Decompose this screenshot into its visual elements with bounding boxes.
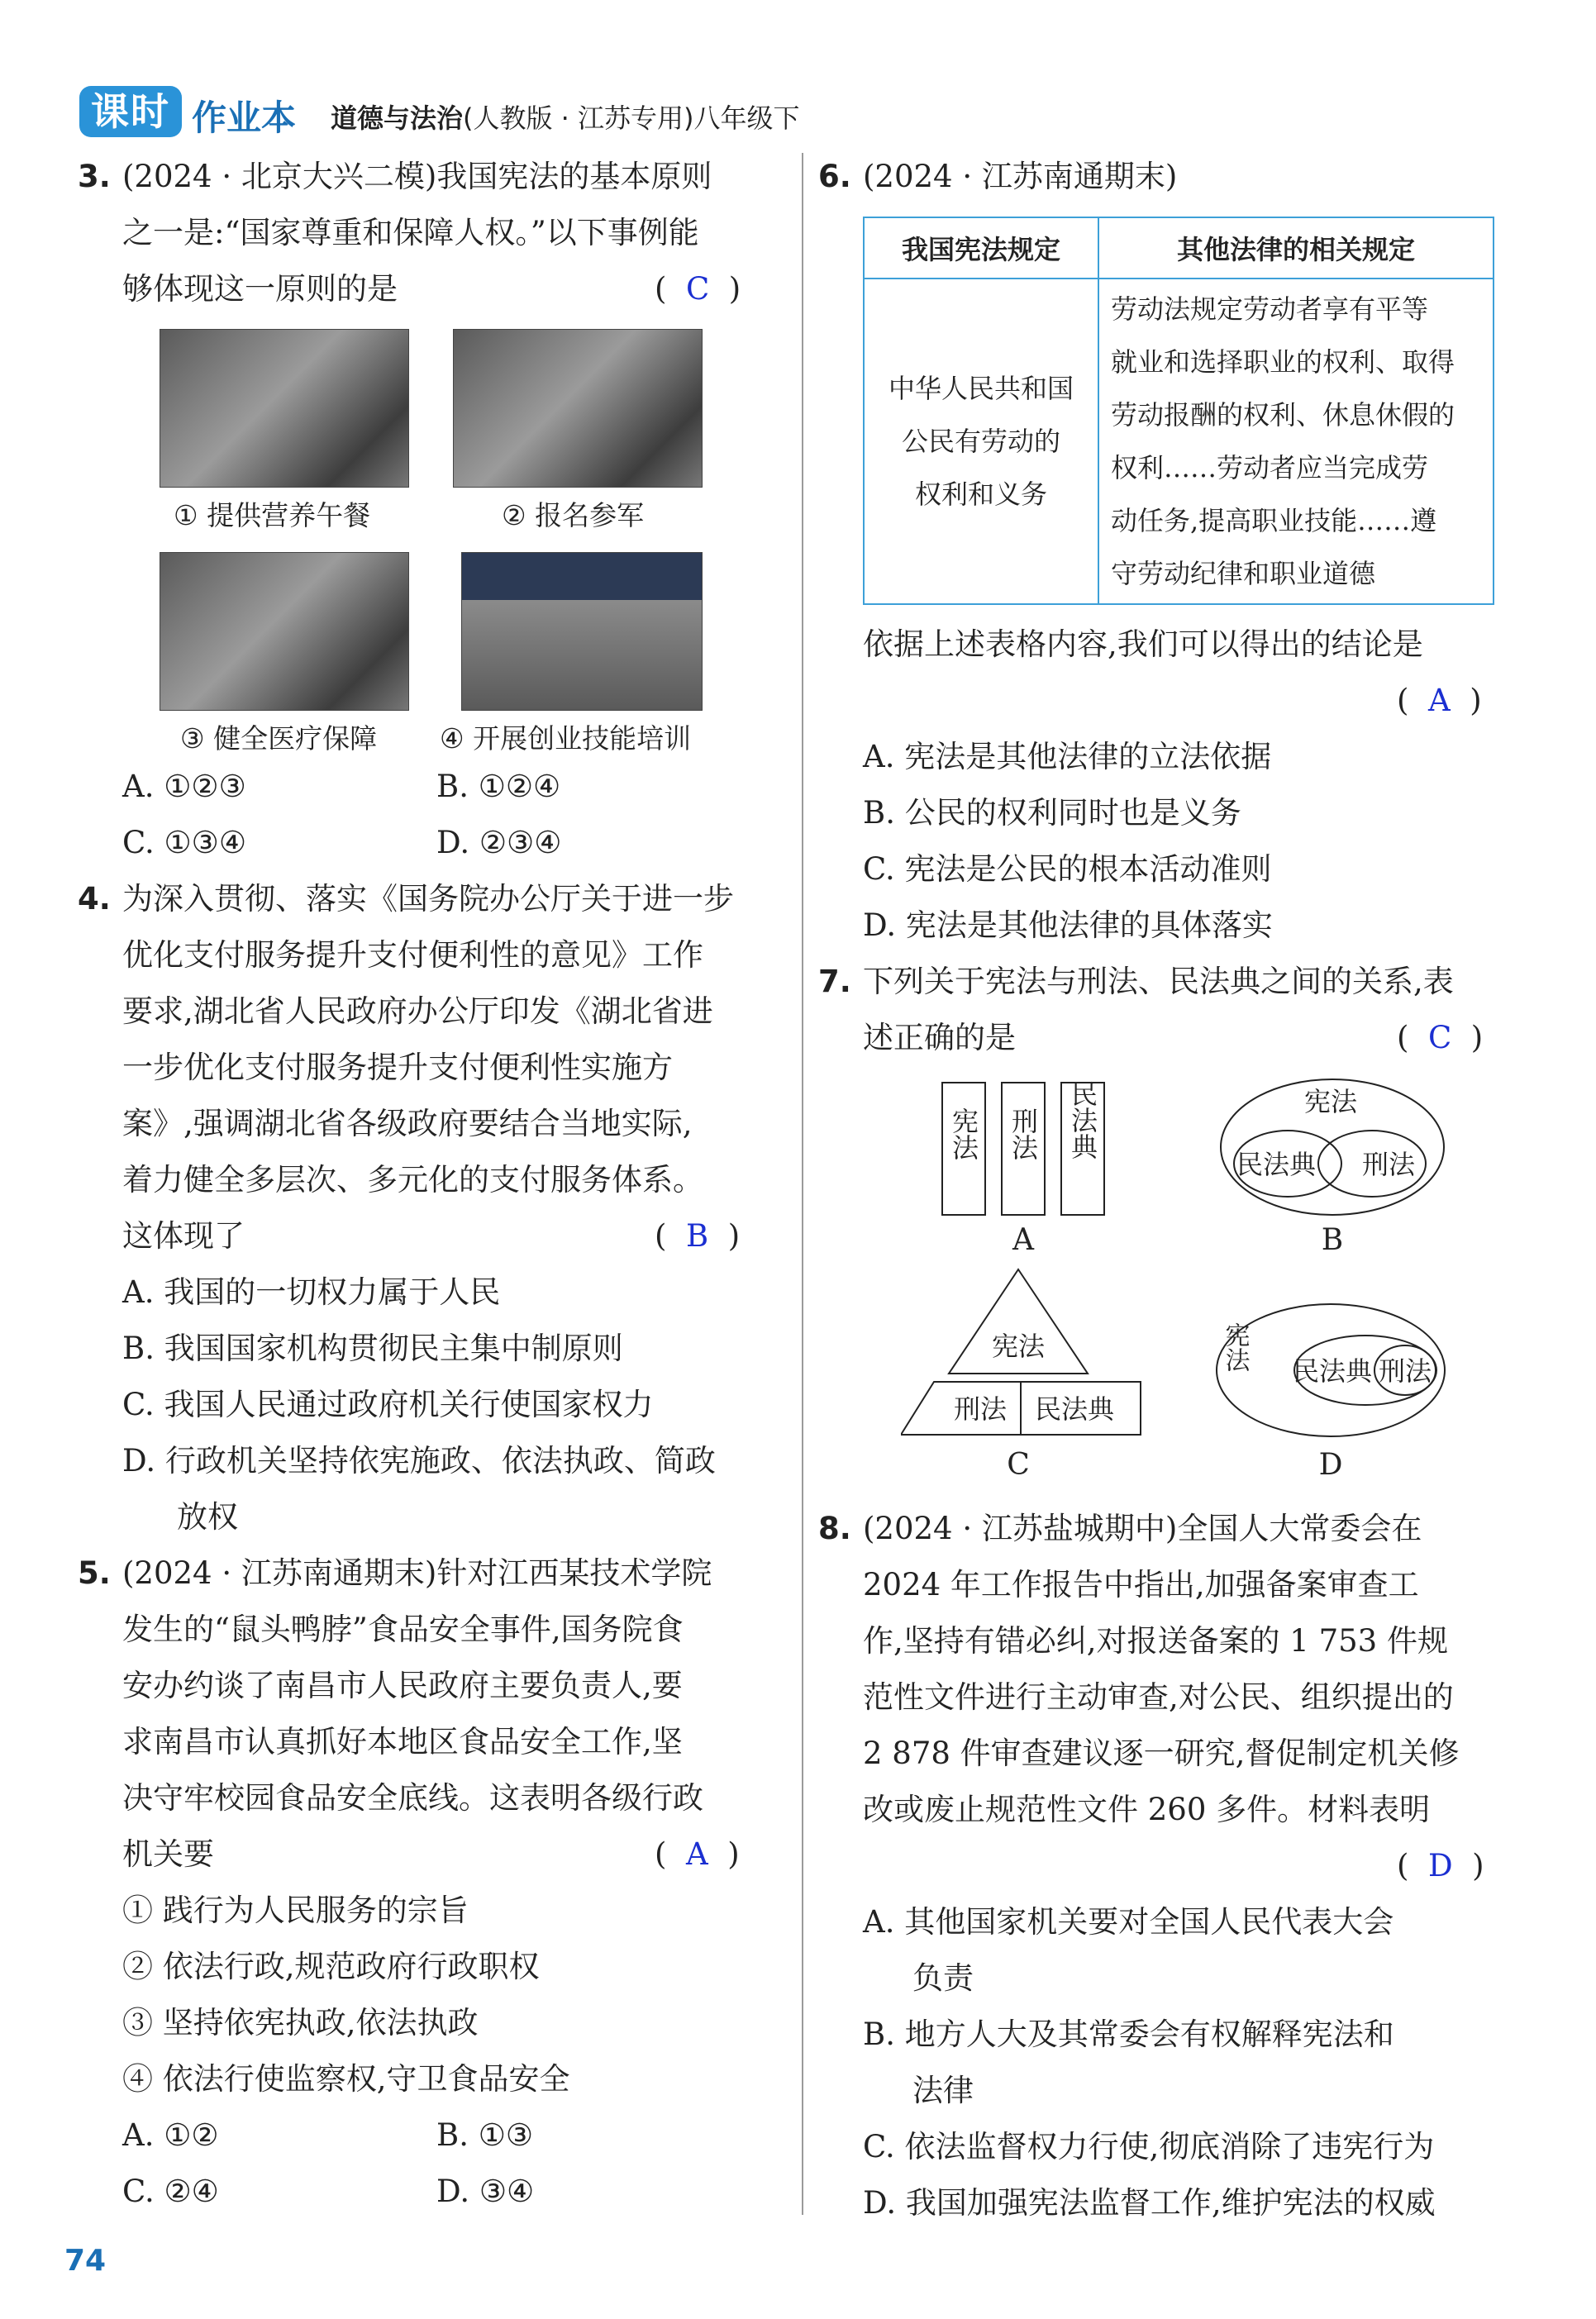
- q6-cell2-line5: 动任务,提高职业技能……遵: [1111, 505, 1437, 536]
- q6-source: (2024 · 江苏南通期末): [863, 159, 1178, 194]
- q6-table-header-row: [864, 217, 1494, 279]
- q4-answer-bracket: ( B ): [655, 1218, 741, 1254]
- q6-table-body-row: [864, 279, 1494, 604]
- q4-line-1: 为深入贯彻、落实《国务院办公厅关于进一步: [122, 881, 734, 917]
- q8-number: 8.: [818, 1511, 851, 1546]
- q6-number: 6.: [818, 159, 851, 194]
- q3-answer-bracket: ( C ): [655, 271, 741, 307]
- q6-table-header-1: 我国宪法规定: [864, 217, 1098, 279]
- diagram-b-text-constitution: 宪法: [1303, 1086, 1358, 1117]
- q4-option-b: B. 我国国家机构贯彻民主集中制原则: [122, 1331, 623, 1366]
- q3-option-b: B. ①②④: [436, 769, 561, 804]
- q6-cell2-line2: 就业和选择职业的权利、取得: [1111, 346, 1455, 378]
- q3-stem-line1: (2024 · 北京大兴二模)我国宪法的基本原则: [122, 159, 712, 194]
- q4-line-5: 案》,强调湖北省各级政府要结合当地实际,: [122, 1106, 693, 1141]
- diagram-c-text-civil: 民法典: [1034, 1393, 1115, 1425]
- q3-option-a: A. ①②③: [122, 769, 246, 804]
- q3-number: 3.: [78, 159, 111, 194]
- q7-stem-line2: 述正确的是: [863, 1020, 1016, 1055]
- series-logo: 课时: [79, 86, 182, 137]
- q8-answer-bracket: ( D ): [1397, 1848, 1484, 1883]
- column-divider: [802, 153, 803, 2215]
- q7-answer-bracket: ( C ): [1397, 1020, 1484, 1055]
- q3-caption-3: ③ 健全医疗保障: [180, 722, 378, 755]
- q3-caption-4: ④ 开展创业技能培训: [440, 722, 692, 755]
- q5-answer: A: [685, 1836, 708, 1872]
- q5-line-3: 安办约谈了南昌市人民政府主要负责人,要: [122, 1668, 683, 1703]
- diagram-label-d: D: [1318, 1448, 1343, 1482]
- series-title: 作业本: [192, 98, 297, 138]
- q6-cell1-line1: 中华人民共和国: [888, 373, 1074, 404]
- q6-cell2-line6: 守劳动纪律和职业道德: [1111, 558, 1376, 589]
- q8-line-4: 范性文件进行主动审查,对公民、组织提出的: [863, 1679, 1454, 1715]
- q4-number: 4.: [78, 881, 111, 917]
- q3-option-c: C. ①③④: [122, 825, 247, 860]
- photo-entrepreneurship-training: [461, 552, 703, 711]
- q5-answer-bracket: ( A ): [655, 1836, 740, 1872]
- q5-option-a: A. ①②: [122, 2117, 219, 2153]
- q4-option-a: A. 我国的一切权力属于人民: [122, 1274, 501, 1310]
- q5-item-4: ④ 依法行使监察权,守卫食品安全: [122, 2061, 570, 2097]
- q8-option-b-cont: 法律: [912, 2073, 974, 2108]
- q5-line-1: (2024 · 江苏南通期末)针对江西某技术学院: [122, 1555, 712, 1591]
- q7-answer: C: [1427, 1020, 1452, 1055]
- q4-option-d: D. 行政机关坚持依宪施政、依法执政、简政: [122, 1443, 716, 1479]
- q8-line-1: (2024 · 江苏盐城期中)全国人大常委会在: [863, 1511, 1422, 1546]
- q5-item-1: ① 践行为人民服务的宗旨: [122, 1893, 469, 1928]
- diagram-label-b: B: [1321, 1223, 1344, 1257]
- page-number: 74: [64, 2244, 107, 2278]
- q8-option-c: C. 依法监督权力行使,彻底消除了违宪行为: [863, 2129, 1435, 2164]
- photo-medical-security: [160, 552, 409, 711]
- q6-cell1-line3: 权利和义务: [914, 479, 1047, 510]
- q6-law-table: [863, 217, 1494, 605]
- diagram-a-text-criminal: 刑法: [1008, 1107, 1039, 1160]
- q8-line-6: 改或废止规范性文件 260 多件。材料表明: [863, 1792, 1431, 1827]
- q8-answer: D: [1427, 1848, 1453, 1883]
- q6-option-a: A. 宪法是其他法律的立法依据: [863, 739, 1272, 774]
- q4-line-3: 要求,湖北省人民政府办公厅印发《湖北省进: [122, 993, 713, 1029]
- q3-caption-1: ① 提供营养午餐: [174, 499, 371, 531]
- q7-number: 7.: [818, 964, 851, 999]
- edition-info: (人教版 · 江苏专用)八年级下: [463, 102, 800, 134]
- q8-line-3: 作,坚持有错必纠,对报送备案的 1 753 件规: [863, 1623, 1448, 1659]
- q6-answer: A: [1427, 683, 1451, 718]
- q8-option-a-cont: 负责: [912, 1960, 974, 1996]
- q7-relationship-diagrams: [901, 1074, 1479, 1488]
- q6-cell1-line2: 公民有劳动的: [901, 426, 1060, 457]
- diagram-label-a: A: [1012, 1223, 1034, 1257]
- diagram-label-c: C: [1007, 1448, 1030, 1482]
- q6-stem: 依据上述表格内容,我们可以得出的结论是: [863, 626, 1423, 662]
- q6-table-cell-other-law: [1098, 279, 1494, 604]
- q3-caption-2: ② 报名参军: [502, 499, 645, 531]
- q6-table-cell-constitution: [864, 279, 1098, 604]
- q5-item-3: ③ 坚持依宪执政,依法执政: [122, 2005, 479, 2040]
- q8-line-2: 2024 年工作报告中指出,加强备案审查工: [863, 1567, 1419, 1602]
- diagram-d-text-criminal: 刑法: [1378, 1355, 1432, 1387]
- photo-military-enlistment: [453, 329, 703, 488]
- q4-answer: B: [685, 1218, 709, 1254]
- q5-line-2: 发生的“鼠头鸭脖”食品安全事件,国务院食: [122, 1612, 684, 1647]
- q4-line-2: 优化支付服务提升支付便利性的意见》工作: [122, 937, 703, 973]
- q3-stem-line2: 之一是:“国家尊重和保障人权。”以下事例能: [122, 215, 699, 250]
- q7-stem-line1: 下列关于宪法与刑法、民法典之间的关系,表: [863, 964, 1454, 999]
- q6-cell2-line3: 劳动报酬的权利、休息休假的: [1111, 399, 1455, 431]
- q8-option-b: B. 地方人大及其常委会有权解释宪法和: [863, 2017, 1394, 2052]
- q8-option-d: D. 我国加强宪法监督工作,维护宪法的权威: [863, 2185, 1436, 2221]
- q5-line-4: 求南昌市认真抓好本地区食品安全工作,坚: [122, 1724, 683, 1759]
- q5-number: 5.: [78, 1555, 111, 1591]
- q6-answer-bracket: ( A ): [1397, 683, 1482, 718]
- diagram-c-text-criminal: 刑法: [953, 1393, 1008, 1425]
- subject-name: 道德与法治: [331, 102, 464, 134]
- diagram-d-text-constitution: 宪法: [1220, 1322, 1250, 1372]
- q6-cell2-line4: 权利……劳动者应当完成劳: [1111, 452, 1429, 483]
- diagram-b-text-criminal: 刑法: [1361, 1149, 1416, 1180]
- header-subject: [331, 98, 800, 136]
- q5-line-5: 决守牢校园食品安全底线。这表明各级行政: [122, 1780, 703, 1816]
- q5-item-2: ② 依法行政,规范政府行政职权: [122, 1949, 540, 1984]
- diagram-d-text-civil: 民法典: [1292, 1355, 1373, 1387]
- photo-nutrition-lunch: [160, 329, 409, 488]
- q6-option-b: B. 公民的权利同时也是义务: [863, 795, 1241, 831]
- q5-option-c: C. ②④: [122, 2174, 219, 2209]
- q3-option-d: D. ②③④: [436, 825, 562, 860]
- q8-option-a: A. 其他国家机关要对全国人民代表大会: [863, 1904, 1394, 1940]
- q5-option-d: D. ③④: [436, 2174, 535, 2209]
- q6-table-header-2: 其他法律的相关规定: [1098, 217, 1494, 279]
- q3-stem-line3: 够体现这一原则的是: [122, 271, 398, 307]
- q5-option-b: B. ①③: [436, 2117, 534, 2153]
- q6-option-c: C. 宪法是公民的根本活动准则: [863, 851, 1272, 887]
- diagram-b-text-civil: 民法典: [1236, 1149, 1317, 1180]
- q6-option-d: D. 宪法是其他法律的具体落实: [863, 907, 1273, 943]
- q4-option-c: C. 我国人民通过政府机关行使国家权力: [122, 1387, 654, 1422]
- q3-answer: C: [685, 271, 710, 307]
- diagram-c-text-constitution: 宪法: [991, 1331, 1046, 1362]
- q8-line-5: 2 878 件审查建议逐一研究,督促制定机关修: [863, 1736, 1460, 1771]
- diagram-a-text-constitution: 宪法: [948, 1107, 979, 1160]
- q4-line-4: 一步优化支付服务提升支付便利性实施方: [122, 1050, 673, 1085]
- q4-option-d-cont: 放权: [177, 1499, 238, 1535]
- q6-cell2-line1: 劳动法规定劳动者享有平等: [1111, 293, 1429, 325]
- q5-line-6: 机关要: [122, 1836, 214, 1872]
- diagram-a-text-civil: 民法典: [1067, 1080, 1098, 1160]
- q4-line-6: 着力健全多层次、多元化的支付服务体系。: [122, 1162, 703, 1198]
- q4-line-7: 这体现了: [122, 1218, 245, 1254]
